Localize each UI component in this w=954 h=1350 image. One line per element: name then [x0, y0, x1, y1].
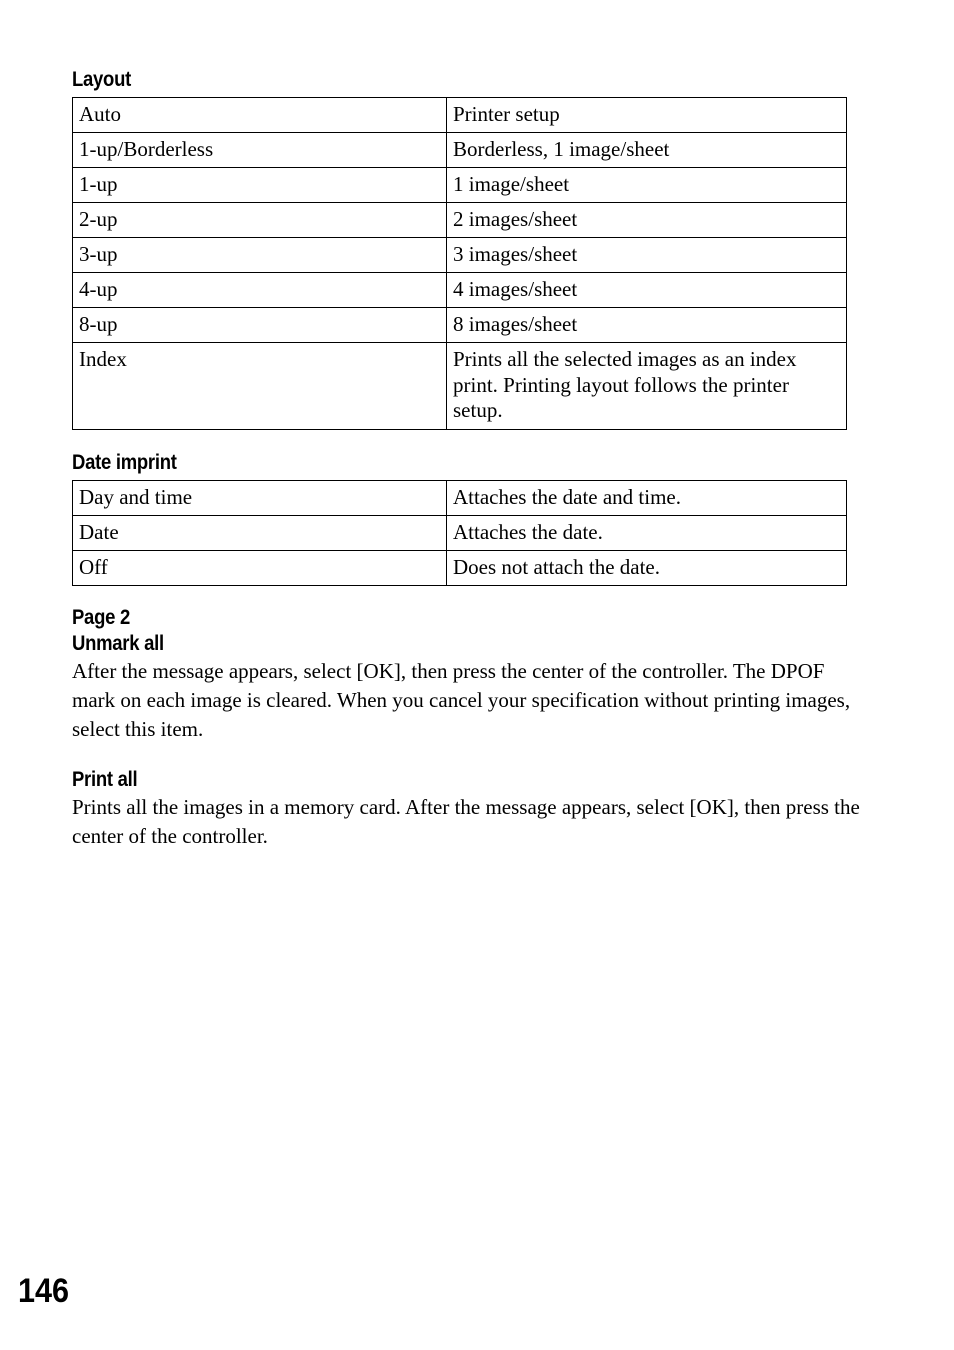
table-row: [73, 168, 847, 203]
print-all-text: Prints all the images in a memory card. After the message appears, select [OK], then press the center of the controller.: [72, 795, 860, 848]
description-cell: 1 image/sheet: [447, 168, 847, 203]
option-cell: 3-up: [73, 238, 447, 273]
option-cell: Auto: [73, 98, 447, 133]
description-cell: 8 images/sheet: [447, 308, 847, 343]
table-row: [73, 203, 847, 238]
layout-heading: Layout: [72, 68, 132, 91]
table-row: [73, 238, 847, 273]
table-row: [73, 343, 847, 430]
description-cell: 3 images/sheet: [447, 238, 847, 273]
option-cell: 8-up: [73, 308, 447, 343]
table-row: [73, 481, 847, 516]
option-cell: 1-up: [73, 168, 447, 203]
table-row: [73, 308, 847, 343]
table-row: [73, 516, 847, 551]
description-cell: Borderless, 1 image/sheet: [447, 133, 847, 168]
table-row: [73, 133, 847, 168]
table-row: [73, 273, 847, 308]
description-cell: Printer setup: [447, 98, 847, 133]
description-cell: Attaches the date and time.: [447, 481, 847, 516]
description-cell: Attaches the date.: [447, 516, 847, 551]
option-cell: Index: [73, 343, 447, 430]
page2-heading: Page 2: [72, 606, 131, 629]
print-all-heading: Print all: [72, 768, 138, 791]
description-cell: Does not attach the date.: [447, 551, 847, 586]
option-cell: Off: [73, 551, 447, 586]
date-imprint-table: [72, 480, 847, 586]
option-cell: Day and time: [73, 481, 447, 516]
option-cell: 2-up: [73, 203, 447, 238]
layout-table: [72, 97, 847, 430]
option-cell: Date: [73, 516, 447, 551]
unmark-all-heading: Unmark all: [72, 632, 164, 655]
option-cell: 4-up: [73, 273, 447, 308]
table-row: [73, 551, 847, 586]
description-cell: Prints all the selected images as an index print. Printing layout follows the printer setup.: [447, 343, 847, 430]
description-cell: 4 images/sheet: [447, 273, 847, 308]
date-imprint-heading: Date imprint: [72, 451, 177, 474]
description-cell: 2 images/sheet: [447, 203, 847, 238]
page-number: 146: [18, 1272, 70, 1310]
unmark-all-text: After the message appears, select [OK], then press the center of the controller. The DPOF mark on each image is cleared. When you cancel your specification without printing images, select this item.: [72, 659, 851, 741]
option-cell: 1-up/Borderless: [73, 133, 447, 168]
table-row: [73, 98, 847, 133]
